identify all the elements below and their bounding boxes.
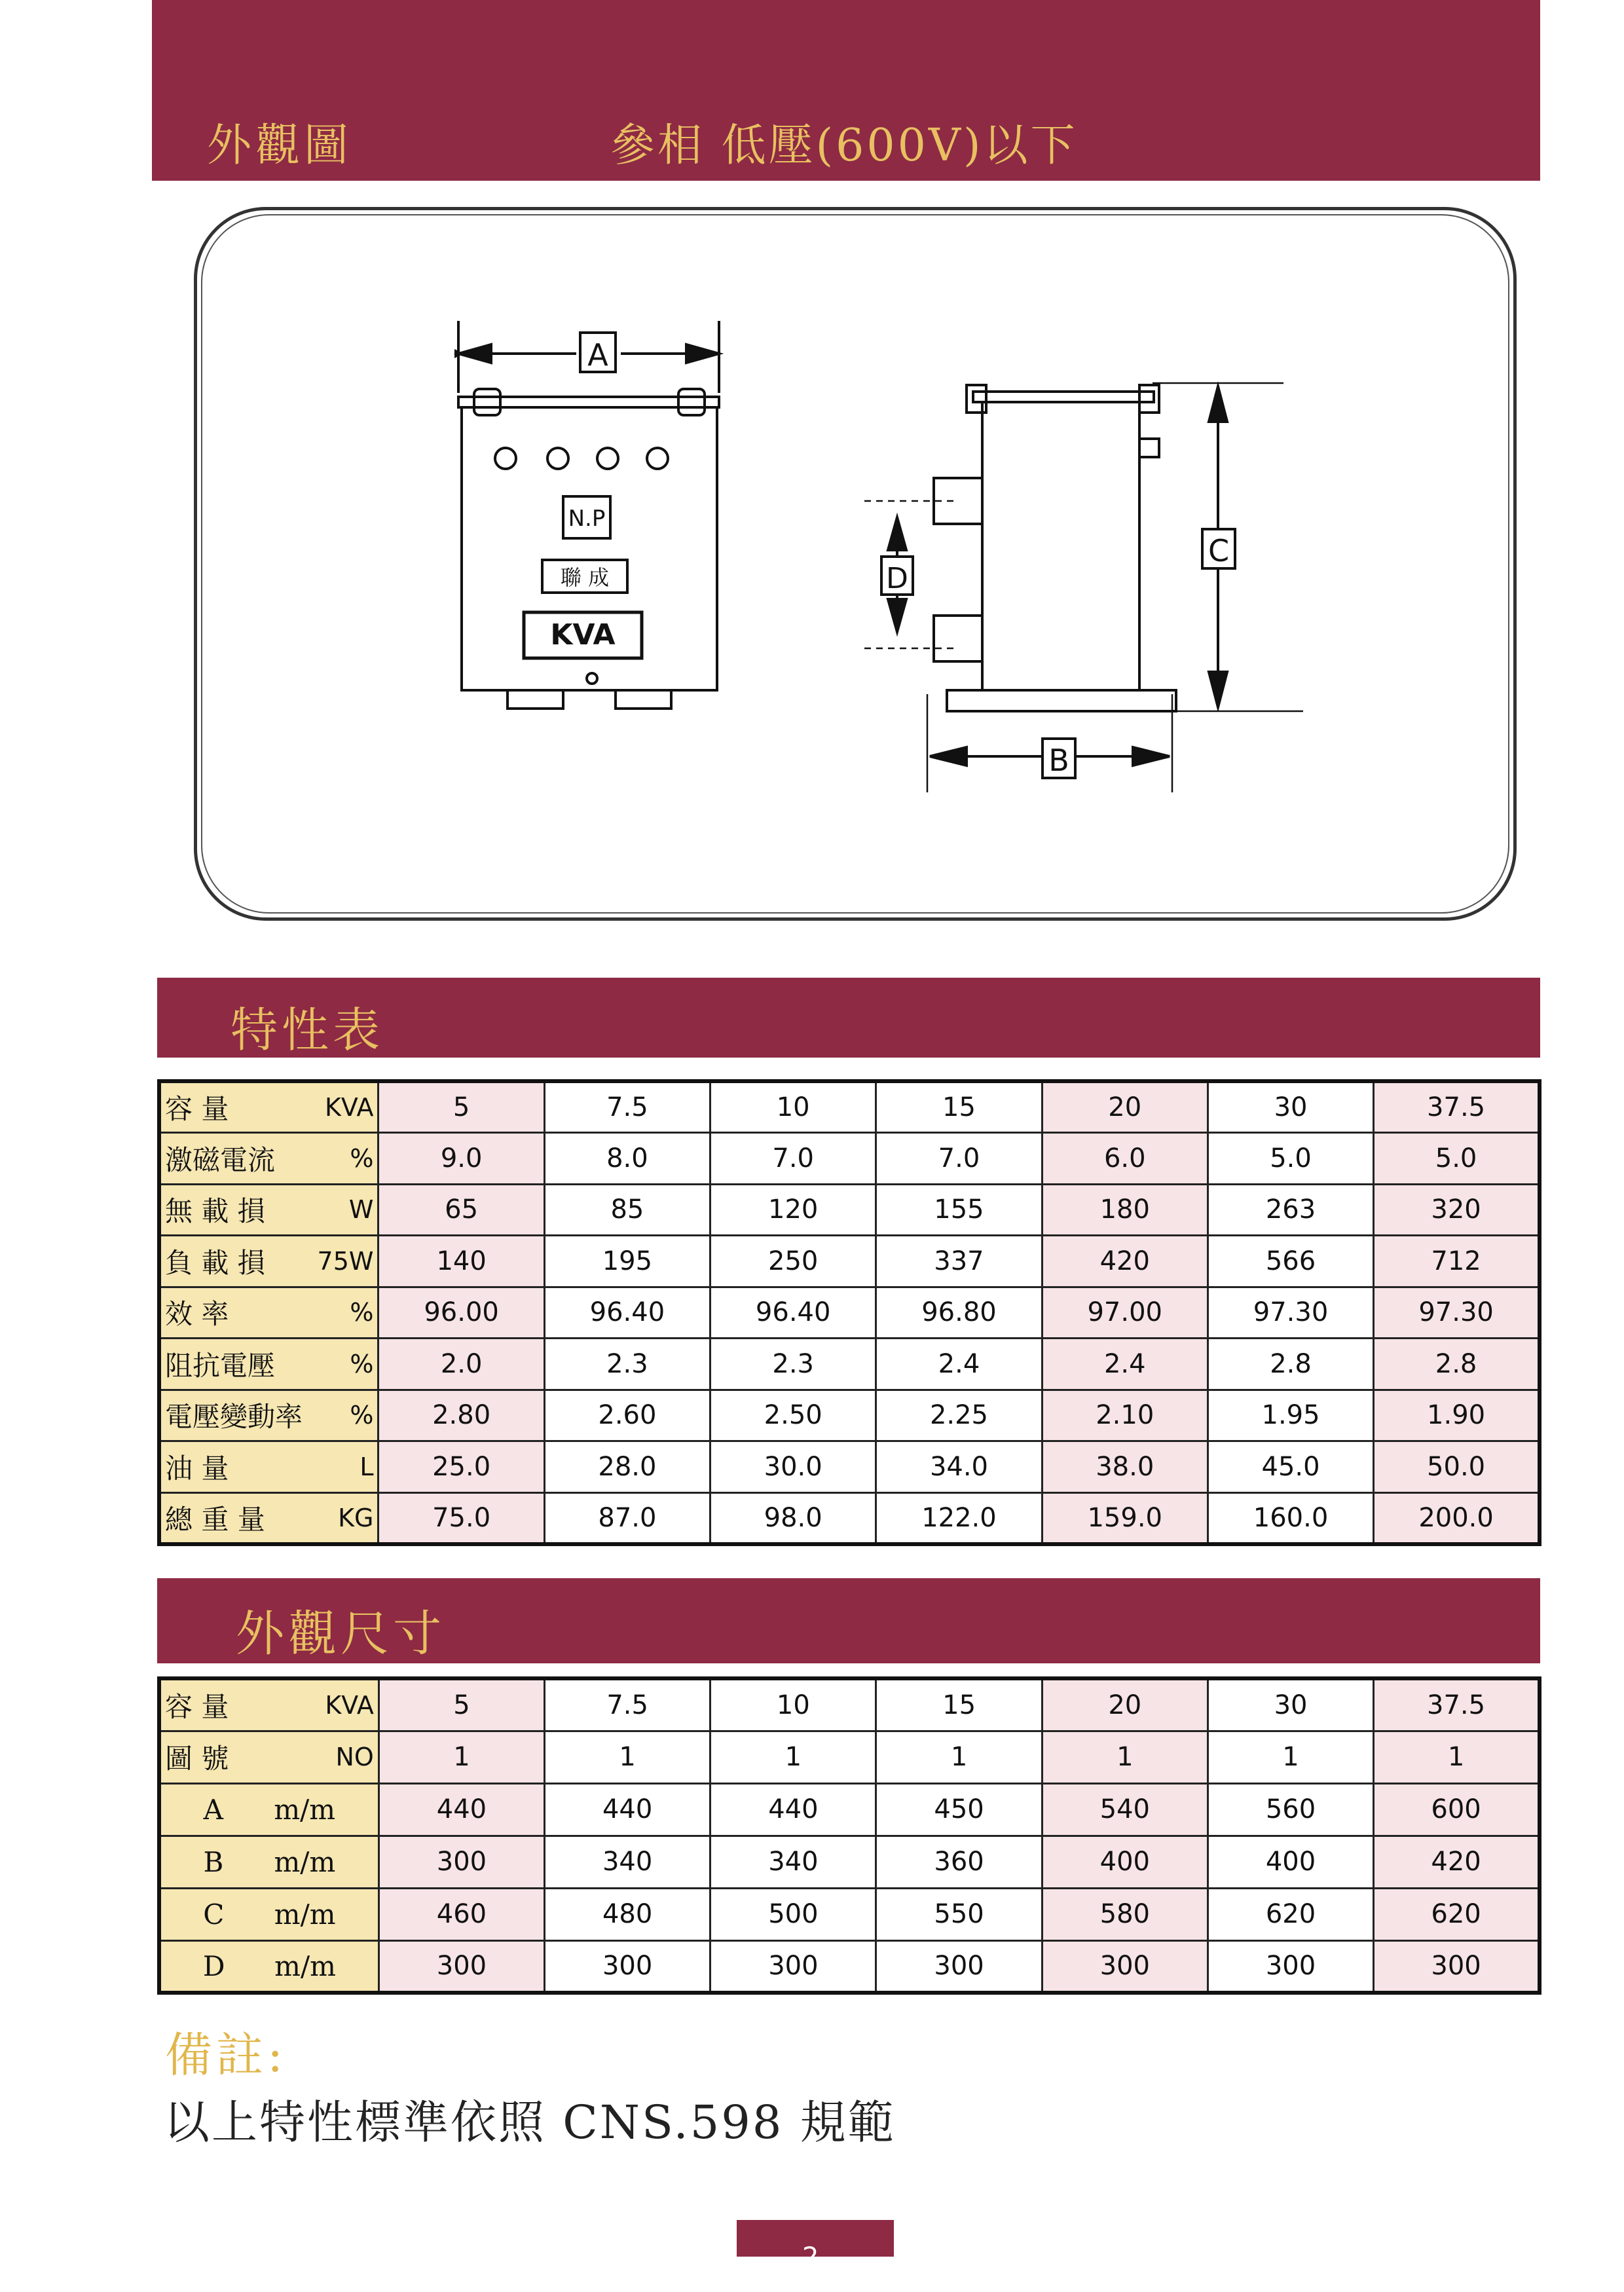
kva-plate-label: KVA [550, 618, 616, 652]
dimensions-cell: 5 [378, 1678, 544, 1731]
characteristics-cell: 6.0 [1042, 1133, 1208, 1185]
characteristics-cell: 7.0 [710, 1133, 876, 1185]
characteristics-cell: 180 [1042, 1184, 1208, 1236]
characteristics-row-label [159, 1492, 378, 1544]
row-label-text: 總 重 量 [165, 1503, 265, 1536]
characteristics-cell: 159.0 [1042, 1492, 1208, 1544]
row-label-text: 容 量 [165, 1690, 229, 1723]
characteristics-cell: 97.30 [1208, 1287, 1373, 1339]
dimensions-cell: 440 [378, 1783, 544, 1836]
dimensions-cell: 450 [876, 1783, 1042, 1836]
row-label-text: 阻抗電壓 [165, 1349, 276, 1382]
characteristics-cell: 96.00 [378, 1287, 544, 1339]
dimensions-cell: 15 [876, 1678, 1042, 1731]
dim-label-b: B [1048, 743, 1069, 778]
row-label-text: D [202, 1950, 225, 1982]
dimensions-cell: 7.5 [545, 1678, 710, 1731]
characteristics-cell: 45.0 [1208, 1441, 1373, 1493]
characteristics-row-label [159, 1287, 378, 1339]
dimensions-row-label [159, 1731, 378, 1783]
characteristics-cell: 2.80 [378, 1390, 544, 1441]
characteristics-row [159, 1184, 1540, 1236]
row-label-text: 負 載 損 [165, 1246, 265, 1279]
characteristics-cell: 712 [1374, 1236, 1540, 1287]
dim-label-a: A [587, 337, 608, 373]
characteristics-banner [157, 978, 1540, 1058]
characteristics-cell: 250 [710, 1236, 876, 1287]
characteristics-cell: 2.60 [544, 1390, 710, 1441]
brand-label: 聯 成 [560, 565, 610, 590]
dimensions-cell: 300 [378, 1836, 544, 1888]
dimensions-row [159, 1888, 1540, 1940]
notes-text: 以上特性標準依照 CNS.598 規範 [164, 2096, 896, 2149]
dimensions-cell: 580 [1042, 1888, 1208, 1940]
characteristics-cell: 2.8 [1374, 1339, 1540, 1390]
characteristics-cell: 75.0 [378, 1492, 544, 1544]
dimensions-cell: 300 [710, 1940, 876, 1993]
dimensions-cell: 300 [1042, 1940, 1208, 1993]
dimensions-cell: 340 [710, 1836, 876, 1888]
characteristics-cell: 34.0 [876, 1441, 1042, 1493]
dimensions-cell: 1 [545, 1731, 710, 1783]
dimensions-cell: 550 [876, 1888, 1042, 1940]
characteristics-cell: 5 [378, 1081, 544, 1133]
row-unit-text: % [350, 1298, 374, 1327]
dimensions-row-label [159, 1940, 378, 1993]
characteristics-table [157, 1079, 1541, 1546]
characteristics-cell: 30 [1208, 1081, 1373, 1133]
characteristics-cell: 160.0 [1208, 1492, 1373, 1544]
dimensions-row-label [159, 1678, 378, 1731]
characteristics-row [159, 1339, 1540, 1390]
row-unit-text: KVA [325, 1093, 374, 1122]
dimensions-cell: 360 [876, 1836, 1042, 1888]
dimensions-cell: 300 [378, 1940, 544, 1993]
characteristics-row [159, 1492, 1540, 1544]
characteristics-row-label [159, 1441, 378, 1493]
dimensions-cell: 1 [378, 1731, 544, 1783]
dimensions-cell: 540 [1042, 1783, 1208, 1836]
dimensions-cell: 500 [710, 1888, 876, 1940]
characteristics-cell: 5.0 [1208, 1133, 1373, 1185]
notes-title: 備註: [165, 2027, 287, 2082]
characteristics-cell: 96.80 [876, 1287, 1042, 1339]
dimensions-cell: 620 [1208, 1888, 1373, 1940]
characteristics-cell: 2.10 [1042, 1390, 1208, 1441]
characteristics-cell: 87.0 [544, 1492, 710, 1544]
characteristics-cell: 30.0 [710, 1441, 876, 1493]
row-unit-text: W [348, 1195, 374, 1225]
row-label-text: B [203, 1845, 224, 1878]
dim-label-d: D [886, 562, 908, 595]
dimensions-row [159, 1940, 1540, 1993]
dimensions-cell: 37.5 [1374, 1678, 1540, 1731]
row-label-text: 容 量 [165, 1093, 229, 1125]
characteristics-cell: 420 [1042, 1236, 1208, 1287]
side-view [864, 383, 1303, 792]
dimensions-cell: 460 [378, 1888, 544, 1940]
characteristics-cell: 195 [544, 1236, 710, 1287]
row-unit-text: NO [335, 1743, 374, 1771]
row-unit-text: KVA [325, 1690, 374, 1720]
dim-label-c: C [1208, 533, 1230, 568]
page-number-bar [737, 2220, 894, 2272]
characteristics-cell: 7.0 [876, 1133, 1042, 1185]
characteristics-row [159, 1287, 1540, 1339]
characteristics-cell: 98.0 [710, 1492, 876, 1544]
row-unit-text: 75W [317, 1246, 374, 1276]
dimensions-cell: 440 [545, 1783, 710, 1836]
header-title: 外觀圖 [207, 120, 353, 172]
characteristics-cell: 1.90 [1374, 1390, 1540, 1441]
characteristics-cell: 25.0 [378, 1441, 544, 1493]
characteristics-cell: 97.00 [1042, 1287, 1208, 1339]
row-label-text: C [203, 1898, 225, 1931]
dimensions-row [159, 1731, 1540, 1783]
characteristics-cell: 5.0 [1374, 1133, 1540, 1185]
row-label-text: 激磁電流 [165, 1143, 276, 1176]
characteristics-cell: 2.50 [710, 1390, 876, 1441]
dimensions-table [157, 1676, 1541, 1995]
characteristics-cell: 120 [710, 1184, 876, 1236]
characteristics-cell: 337 [876, 1236, 1042, 1287]
dimensions-cell: 1 [710, 1731, 876, 1783]
dimensions-cell: 300 [1374, 1940, 1540, 1993]
dimensions-row-label [159, 1836, 378, 1888]
row-unit-text: % [350, 1143, 374, 1173]
characteristics-cell: 15 [876, 1081, 1042, 1133]
characteristics-cell: 2.0 [378, 1339, 544, 1390]
dimensions-cell: 340 [545, 1836, 710, 1888]
row-unit-text: % [350, 1349, 374, 1378]
dimensions-cell: 440 [710, 1783, 876, 1836]
characteristics-cell: 1.95 [1208, 1390, 1373, 1441]
dimensions-cell: 30 [1208, 1678, 1373, 1731]
dimensions-cell: 300 [1208, 1940, 1373, 1993]
characteristics-row-label [159, 1081, 378, 1133]
characteristics-cell: 28.0 [544, 1441, 710, 1493]
characteristics-cell: 8.0 [544, 1133, 710, 1185]
characteristics-cell: 2.8 [1208, 1339, 1373, 1390]
characteristics-cell: 7.5 [544, 1081, 710, 1133]
characteristics-cell: 65 [378, 1184, 544, 1236]
dimensions-title: 外觀尺寸 [236, 1606, 445, 1662]
dimensions-row-label [159, 1888, 378, 1940]
dimensions-cell: 1 [1374, 1731, 1540, 1783]
dimensions-cell: 20 [1042, 1678, 1208, 1731]
dimensions-cell: 480 [545, 1888, 710, 1940]
row-unit-text: m/m [274, 1898, 336, 1931]
characteristics-cell: 20 [1042, 1081, 1208, 1133]
characteristics-row [159, 1133, 1540, 1185]
characteristics-cell: 2.3 [710, 1339, 876, 1390]
characteristics-cell: 320 [1374, 1184, 1540, 1236]
page-number: 2 [802, 2242, 819, 2272]
row-label-text: A [203, 1793, 223, 1826]
header-subtitle: 參相 低壓(600V)以下 [610, 120, 1078, 172]
dimensions-cell: 420 [1374, 1836, 1540, 1888]
dimensions-cell: 600 [1374, 1783, 1540, 1836]
characteristics-cell: 97.30 [1374, 1287, 1540, 1339]
row-unit-text: % [350, 1401, 374, 1430]
dimensions-cell: 620 [1374, 1888, 1540, 1940]
dimensions-cell: 1 [1208, 1731, 1373, 1783]
characteristics-row-label [159, 1339, 378, 1390]
characteristics-cell: 2.25 [876, 1390, 1042, 1441]
characteristics-cell: 38.0 [1042, 1441, 1208, 1493]
characteristics-cell: 85 [544, 1184, 710, 1236]
dimensions-cell: 1 [1042, 1731, 1208, 1783]
row-unit-text: m/m [274, 1845, 336, 1878]
characteristics-row [159, 1081, 1540, 1133]
characteristics-cell: 10 [710, 1081, 876, 1133]
row-label-text: 油 量 [165, 1452, 229, 1485]
characteristics-cell: 2.3 [544, 1339, 710, 1390]
nameplate-label: N.P [568, 506, 606, 532]
dimensions-cell: 400 [1042, 1836, 1208, 1888]
characteristics-cell: 155 [876, 1184, 1042, 1236]
characteristics-cell: 2.4 [876, 1339, 1042, 1390]
dimensions-row-label [159, 1783, 378, 1836]
characteristics-row [159, 1236, 1540, 1287]
dimensions-banner [157, 1578, 1540, 1663]
characteristics-cell: 263 [1208, 1184, 1373, 1236]
characteristics-cell: 200.0 [1374, 1492, 1540, 1544]
dimensions-row [159, 1836, 1540, 1888]
dimensions-cell: 10 [710, 1678, 876, 1731]
characteristics-cell: 2.4 [1042, 1339, 1208, 1390]
dimensions-row [159, 1783, 1540, 1836]
characteristics-row-label [159, 1236, 378, 1287]
row-label-text: 無 載 損 [165, 1195, 265, 1228]
dimensions-cell: 1 [876, 1731, 1042, 1783]
row-unit-text: KG [338, 1503, 374, 1532]
characteristics-row [159, 1441, 1540, 1493]
characteristics-row-label [159, 1133, 378, 1185]
row-label-text: 效 率 [165, 1298, 229, 1331]
characteristics-row-label [159, 1390, 378, 1441]
row-label-text: 電壓變動率 [165, 1401, 303, 1433]
dimensions-row [159, 1678, 1540, 1731]
characteristics-cell: 9.0 [378, 1133, 544, 1185]
row-unit-text: m/m [274, 1950, 336, 1982]
characteristics-cell: 96.40 [544, 1287, 710, 1339]
dimensions-cell: 300 [545, 1940, 710, 1993]
dimensions-cell: 300 [876, 1940, 1042, 1993]
characteristics-row-label [159, 1184, 378, 1236]
characteristics-cell: 122.0 [876, 1492, 1042, 1544]
dimensions-cell: 400 [1208, 1836, 1373, 1888]
characteristics-cell: 566 [1208, 1236, 1373, 1287]
characteristics-title: 特性表 [231, 1003, 384, 1058]
characteristics-cell: 140 [378, 1236, 544, 1287]
row-unit-text: m/m [274, 1793, 336, 1826]
row-label-text: 圖 號 [165, 1743, 229, 1775]
characteristics-cell: 50.0 [1374, 1441, 1540, 1493]
characteristics-cell: 37.5 [1374, 1081, 1540, 1133]
row-unit-text: L [360, 1452, 374, 1481]
characteristics-cell: 96.40 [710, 1287, 876, 1339]
characteristics-row [159, 1390, 1540, 1441]
dimensions-cell: 560 [1208, 1783, 1373, 1836]
